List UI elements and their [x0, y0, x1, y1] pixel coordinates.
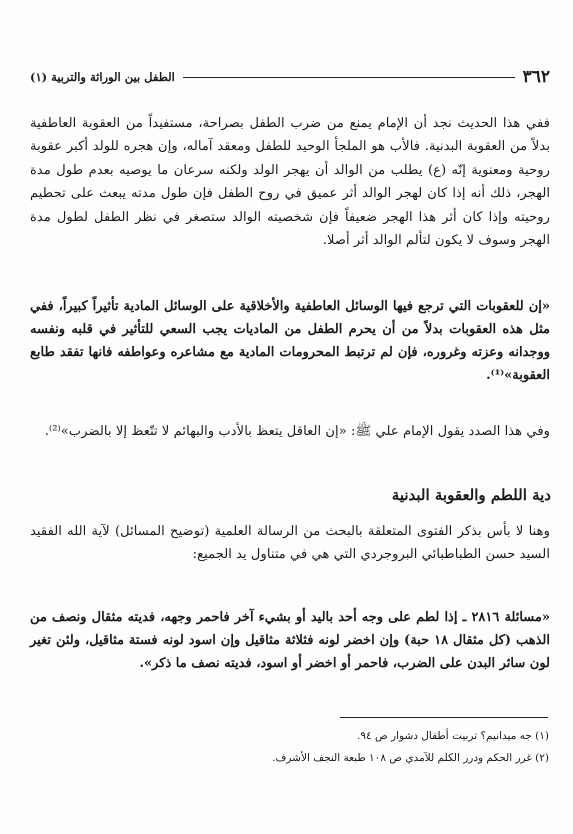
footnote-1: (١) جه ميدانيم؟ تربيت أطفال دشوار ص ٩٤. — [357, 730, 549, 742]
section-title: دية اللطم والعقوبة البدنية — [391, 486, 551, 504]
paragraph-hadith-commentary: ففي هذا الحديث نجد أن الإمام يمنع من ضرب الطفل بصراحة، مستفيداً من العقوبة العاطفية بدلاً من العقوبة البدنية. فالأب هو الملجأ الوحيد للطفل ومعقد آماله، وإن هجره للولد أكبر عقوبة روحية ومعنوية إنّه (ع) يطلب من الوالد أن يهجر الولد ولكنه سرعان ما يوصيه بعدم طول مدة الهجر، ذلك أنه إذا كان لهجر الوالد أثر عميق في روح الطفل فإن طول مدته يبعث على تحطيم روحيته وإذا كان أثر هذا الهجر ضعيفاً فإن شخصيته الوالد ستصغر في نظر الطفل لطول مدة الهجر وسوف لا يكون لتألم الوالد أثر أصلا. — [30, 116, 550, 249]
page-number: ٣٦٢ — [522, 67, 550, 87]
footnote-2: (٢) غرر الحكم ودرر الكلم للآمدي ص ١٠٨ طبعة النجف الأشرف. — [272, 752, 549, 764]
paragraph-imam-ali-saying: وفي هذا الصدد يقول الإمام علي ﷺ: «إن العاقل يتعظ بالأدب والبهائم لا تتّعظ إلا بالضرب»⁽²⁾. — [44, 424, 550, 439]
quote-fatwa-text: «مسائلة ٢٨١٦ ـ إذا لطم على وجه أحد باليد أو بشيء آخر فاحمر وجهه، فديته مثقال ونصف من الذهب (كل مثقال ١٨ حبة) وإن اخضر لونه فثلاثة مثاقيل وإن اسود لونه فستة مثاقيل، ولئن تغير لون سائر البدن على الضرب، فاحمر أو اخضر أو اسود، فديته نصف ما ذكر». — [30, 610, 550, 671]
header-rule — [183, 77, 515, 78]
paragraph-fatwa-intro: وهنا لا بأس بذكر الفتوى المتعلقة بالبحث من الرسالة العلمية (توضيح المسائل) لآية الله الفقيد السيد حسن الطباطبائي البروجردي التي هي في متناول يد الجميع: — [30, 524, 550, 563]
running-title: الطفل بين الوراثة والتربية (١) — [30, 70, 175, 84]
footnote-rule — [340, 717, 548, 718]
page-header — [30, 66, 550, 88]
quote-emotional-punishment: «إن للعقوبات التي ترجع فيها الوسائل العاطفية والأخلاقية على الوسائل المادية تأثيراً كبيراً، ففي مثل هذه العقوبات بدلاً من أن يحرم الطفل من الماديات يجب السعي للتأثير في قلبه ونفسه ووجدانه وعزته وغروره، فإن لم ترتبط المحرومات المادية مع مشاعره وعواطفه فانها تفقد طابع العقوبة»⁽¹⁾. — [30, 299, 550, 383]
